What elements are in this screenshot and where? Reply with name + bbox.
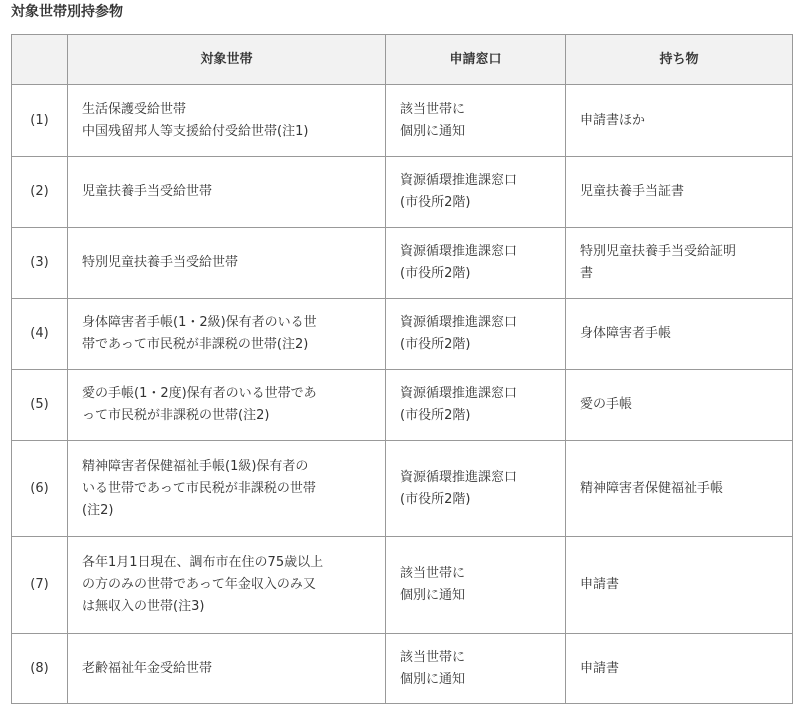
- target-household-cell-line: 生活保護受給世帯: [82, 101, 187, 117]
- target-household-cell-line: 身体障害者手帳(1・2級)保有者のいる世: [82, 315, 317, 330]
- application-window-cell-line: (市役所2階): [400, 408, 471, 423]
- target-household-cell-line: 児童扶養手当受給世帯: [82, 184, 213, 199]
- target-household-cell-line: 愛の手帳(1・2度)保有者のいる世帯であ: [82, 386, 317, 401]
- table-row: [12, 228, 793, 299]
- table-row: [12, 634, 793, 704]
- target-household-cell: [68, 85, 386, 157]
- table-row: [12, 85, 793, 157]
- application-window-cell: [386, 537, 566, 634]
- table-row: [12, 370, 793, 441]
- required-items-cell-line: 特別児童扶養手当受給証明: [580, 244, 737, 259]
- application-window-cell-line: 個別に通知: [400, 588, 466, 603]
- row-number: (7): [12, 537, 68, 634]
- application-window-cell-line: (市役所2階): [400, 266, 471, 281]
- required-items-cell-line: 申請書: [580, 577, 620, 592]
- target-household-cell-line: 老齢福祉年金受給世帯: [82, 660, 213, 676]
- application-window-cell-line: 資源循環推進課窓口: [400, 469, 518, 485]
- application-window-cell-line: 資源循環推進課窓口: [400, 173, 518, 188]
- application-window-cell-line: 個別に通知: [400, 123, 466, 139]
- target-household-cell: [68, 299, 386, 370]
- row-number: (5): [12, 370, 68, 441]
- target-household-cell-line: 帯であって市民税が非課税の世帯(注2): [82, 337, 309, 352]
- table-row: [12, 441, 793, 537]
- target-household-cell: [68, 370, 386, 441]
- application-window-cell-line: 資源循環推進課窓口: [400, 315, 518, 330]
- header-target: 対象世帯: [68, 35, 386, 85]
- header-items: 持ち物: [566, 35, 793, 85]
- required-items-cell-line: 書: [580, 266, 594, 281]
- target-household-cell-line: の方のみの世帯であって年金収入のみ又: [82, 577, 316, 592]
- required-items-cell-line: 愛の手帳: [580, 397, 633, 412]
- application-window-cell-line: (市役所2階): [400, 491, 471, 507]
- target-household-cell-line: 精神障害者保健福祉手帳(1級)保有者の: [82, 458, 309, 474]
- required-items-cell-line: 身体障害者手帳: [580, 326, 672, 341]
- table-row: [12, 157, 793, 228]
- application-window-cell: [386, 634, 566, 704]
- required-items-cell: [566, 157, 793, 228]
- application-window-cell-line: (市役所2階): [400, 337, 471, 352]
- target-household-cell: [68, 634, 386, 704]
- row-number: (8): [12, 634, 68, 704]
- target-household-cell-line: 特別児童扶養手当受給世帯: [82, 255, 239, 270]
- row-number: (2): [12, 157, 68, 228]
- required-items-cell: [566, 370, 793, 441]
- application-window-cell-line: 資源循環推進課窓口: [400, 244, 518, 259]
- required-items-cell: [566, 634, 793, 704]
- table-row: [12, 537, 793, 634]
- application-window-cell: [386, 157, 566, 228]
- application-window-cell-line: 該当世帯に: [400, 101, 466, 117]
- application-window-cell: [386, 441, 566, 537]
- required-items-cell: [566, 537, 793, 634]
- table-row: [12, 299, 793, 370]
- header-number: [12, 35, 68, 85]
- required-items-cell-line: 精神障害者保健福祉手帳: [580, 480, 724, 496]
- application-window-cell-line: 該当世帯に: [400, 566, 466, 581]
- target-household-cell: [68, 157, 386, 228]
- required-items-cell: [566, 299, 793, 370]
- application-window-cell-line: (市役所2階): [400, 195, 471, 210]
- application-window-cell: [386, 370, 566, 441]
- items-table: [11, 34, 793, 704]
- required-items-cell-line: 申請書: [580, 660, 620, 676]
- target-household-cell-line: 中国残留邦人等支援給付受給世帯(注1): [82, 123, 309, 139]
- target-household-cell-line: (注2): [82, 502, 114, 518]
- application-window-cell-line: 個別に通知: [400, 671, 466, 687]
- target-household-cell: [68, 228, 386, 299]
- required-items-cell: [566, 228, 793, 299]
- required-items-cell-line: 申請書ほか: [580, 112, 646, 128]
- header-row: [12, 35, 793, 85]
- row-number: (3): [12, 228, 68, 299]
- page-title: 対象世帯別持参物: [11, 4, 123, 20]
- row-number: (4): [12, 299, 68, 370]
- application-window-cell-line: 資源循環推進課窓口: [400, 386, 518, 401]
- application-window-cell: [386, 228, 566, 299]
- target-household-cell-line: いる世帯であって市民税が非課税の世帯: [82, 480, 316, 496]
- required-items-cell: [566, 441, 793, 537]
- target-household-cell-line: 各年1月1日現在、調布市在住の75歳以上: [82, 555, 324, 570]
- required-items-cell-line: 児童扶養手当証書: [580, 184, 685, 199]
- target-household-cell: [68, 537, 386, 634]
- target-household-cell: [68, 441, 386, 537]
- row-number: (6): [12, 441, 68, 537]
- application-window-cell-line: 該当世帯に: [400, 649, 466, 665]
- required-items-cell: [566, 85, 793, 157]
- header-window: 申請窓口: [386, 35, 566, 85]
- application-window-cell: [386, 299, 566, 370]
- row-number: (1): [12, 85, 68, 157]
- target-household-cell-line: は無収入の世帯(注3): [82, 599, 205, 614]
- application-window-cell: [386, 85, 566, 157]
- target-household-cell-line: って市民税が非課税の世帯(注2): [82, 408, 270, 423]
